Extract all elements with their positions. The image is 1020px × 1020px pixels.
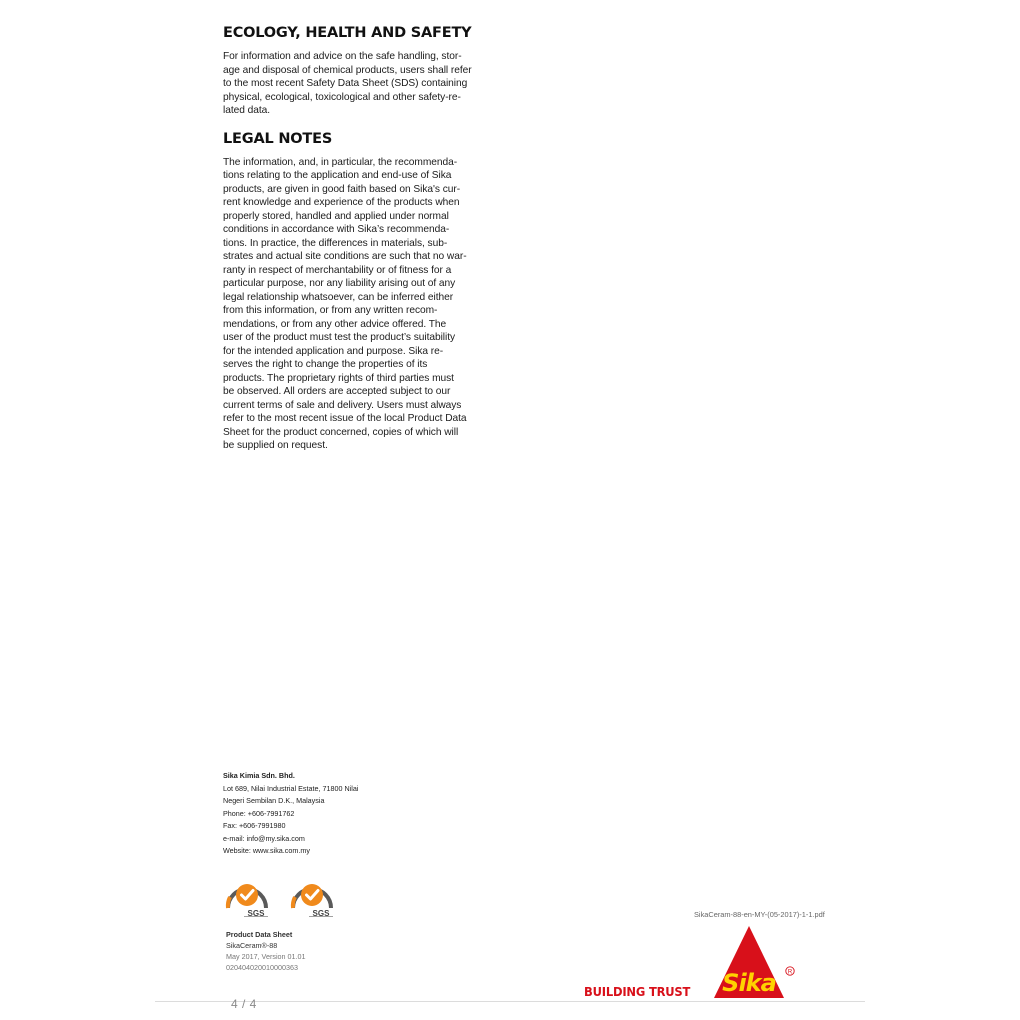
text-line: lated data. bbox=[223, 105, 271, 116]
section-heading-legal-notes: LEGAL NOTES bbox=[223, 130, 333, 147]
ecology-paragraph bbox=[223, 50, 498, 118]
building-trust-slogan: BUILDING TRUST bbox=[584, 984, 691, 999]
text-line: tions relating to the application and end-use of Sika bbox=[223, 170, 452, 181]
product-version: May 2017, Version 01.01 bbox=[226, 952, 306, 961]
svg-text:Sika: Sika bbox=[722, 969, 776, 997]
pdf-filename: SikaCeram-88-en-MY-(05-2017)-1-1.pdf bbox=[694, 910, 825, 919]
text-line: physical, ecological, toxicological and other safety-re- bbox=[223, 91, 461, 103]
certification-badges bbox=[222, 868, 342, 920]
main-column bbox=[223, 24, 498, 465]
company-address-line-1: Lot 689, Nilai Industrial Estate, 71800 Nilai bbox=[223, 783, 359, 793]
iso-9001-badge-icon bbox=[222, 868, 272, 918]
svg-text:R: R bbox=[787, 969, 793, 976]
svg-text:SGS: SGS bbox=[312, 909, 330, 918]
text-line: from this information, or from any written recom- bbox=[223, 305, 438, 316]
product-data-sheet-info bbox=[226, 929, 306, 973]
text-line: be supplied on request. bbox=[223, 440, 328, 451]
text-line: rent knowledge and experience of the products when bbox=[223, 197, 460, 208]
page-number: 4 / 4 bbox=[231, 997, 257, 1011]
company-name: Sika Kimia Sdn. Bhd. bbox=[223, 771, 295, 780]
text-line: ranty in respect of merchantability or of fitness for a bbox=[223, 264, 452, 276]
text-line: products, are given in good faith based on Sika's cur- bbox=[223, 183, 461, 195]
text-line: particular purpose, nor any liability arising out of any bbox=[223, 278, 456, 289]
text-line: For information and advice on the safe handling, stor- bbox=[223, 51, 462, 62]
text-line: to the most recent Safety Data Sheet (SDS) containing bbox=[223, 78, 468, 89]
footer-divider bbox=[155, 1001, 865, 1002]
text-line: Sheet for the product concerned, copies of which will bbox=[223, 426, 459, 438]
text-line: legal relationship whatsoever, can be inferred either bbox=[223, 291, 454, 303]
legal-notes-paragraph bbox=[223, 156, 498, 453]
company-fax: Fax: +606-7991980 bbox=[223, 821, 286, 830]
text-line: current terms of sale and delivery. Users must always bbox=[223, 399, 462, 411]
text-line: products. The proprietary rights of third parties must bbox=[223, 372, 454, 384]
company-website[interactable]: Website: www.sika.com.my bbox=[223, 846, 310, 855]
text-line: strates and actual site conditions are such that no war- bbox=[223, 251, 467, 262]
company-address-line-2: Negeri Sembilan D.K., Malaysia bbox=[223, 796, 325, 805]
text-line: The information, and, in particular, the recommenda- bbox=[223, 156, 458, 168]
text-line: be observed. All orders are accepted subject to our bbox=[223, 386, 451, 397]
product-name: SikaCeram®-88 bbox=[226, 941, 278, 950]
text-line: tions. In practice, the differences in materials, sub- bbox=[223, 237, 448, 249]
sika-logo-icon bbox=[712, 924, 802, 1000]
text-line: user of the product must test the product’s suitability bbox=[223, 332, 456, 343]
text-line: refer to the most recent issue of the local Product Data bbox=[223, 413, 467, 424]
company-email[interactable]: e-mail: info@my.sika.com bbox=[223, 833, 305, 843]
iso-14001-badge-icon bbox=[287, 868, 337, 918]
text-line: properly stored, handled and applied under normal bbox=[223, 210, 449, 222]
product-code: 020404020010000363 bbox=[226, 963, 298, 972]
svg-text:SGS: SGS bbox=[247, 909, 265, 918]
text-line: age and disposal of chemical products, users shall refer bbox=[223, 64, 472, 76]
text-line: serves the right to change the properties of its bbox=[223, 359, 428, 370]
doc-type: Product Data Sheet bbox=[226, 930, 293, 939]
section-heading-ecology: ECOLOGY, HEALTH AND SAFETY bbox=[223, 25, 472, 41]
text-line: conditions in accordance with Sika’s recommenda- bbox=[223, 224, 450, 235]
text-line: for the intended application and purpose. Sika re- bbox=[223, 345, 444, 357]
company-phone: Phone: +606-7991762 bbox=[223, 808, 295, 818]
company-contact-block bbox=[223, 770, 423, 858]
text-line: mendations, or from any other advice offered. The bbox=[223, 318, 447, 330]
